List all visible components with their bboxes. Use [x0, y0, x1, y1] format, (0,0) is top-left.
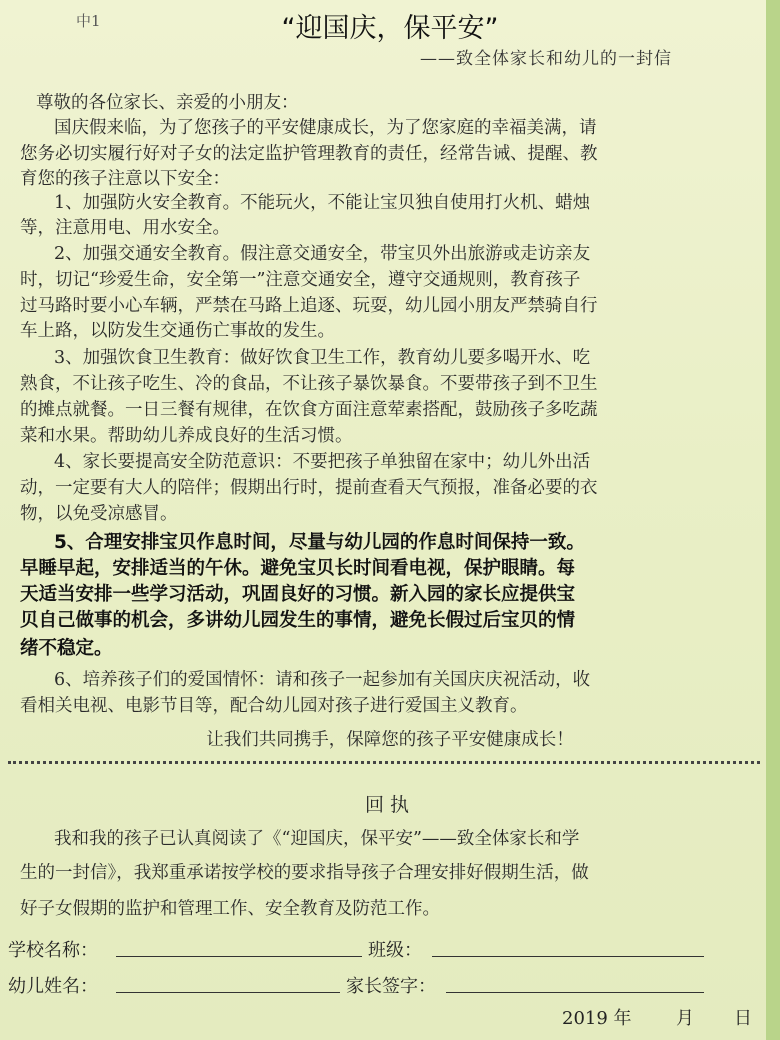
receipt-line-1: 我和我的孩子已认真阅读了《“迎国庆，保平安”——致全体家长和学	[54, 829, 580, 849]
body-line: 早睡早起，安排适当的午休。避免宝贝长时间看电视，保护眼睛。每	[20, 558, 576, 579]
body-line: 等，注意用电、用水安全。	[20, 218, 230, 238]
body-line: 物，以免受凉感冒。	[20, 504, 178, 524]
tear-off-dotted-line	[8, 761, 760, 764]
body-line: 国庆假来临，为了您孩子的平安健康成长，为了您家庭的幸福美满，请	[54, 118, 597, 138]
letter-title: “迎国庆，保平安”	[281, 13, 499, 44]
body-line: 5、合理安排宝贝作息时间，尽量与幼儿园的作息时间保持一致。	[54, 532, 585, 553]
body-line: 2、加强交通安全教育。假注意交通安全，带宝贝外出旅游或走访亲友	[54, 244, 591, 264]
child-name-field[interactable]	[116, 992, 340, 993]
receipt-line-3: 好子女假期的监护和管理工作、安全教育及防范工作。	[20, 899, 440, 919]
date-year: 2019 年	[562, 1008, 632, 1029]
body-line: 过马路时要小心车辆，严禁在马路上追逐、玩耍，幼儿园小朋友严禁骑自行	[20, 296, 598, 316]
body-line: 的摊点就餐。一日三餐有规律，在饮食方面注意荤素搭配，鼓励孩子多吃蔬	[20, 400, 598, 420]
body-line: 熟食，不让孩子吃生、冷的食品，不让孩子暴饮暴食。不要带孩子到不卫生	[20, 374, 598, 394]
body-line: 时，切记“珍爱生命，安全第一”注意交通安全，遵守交通规则，教育孩子	[20, 270, 581, 290]
class-label: 班级：	[368, 940, 422, 961]
body-line: 3、加强饮食卫生教育：做好饮食卫生工作，教育幼儿要多喝开水、吃	[54, 348, 591, 368]
school-name-label: 学校名称：	[8, 940, 98, 961]
body-line: 让我们共同携手，保障您的孩子平安健康成长！	[206, 730, 574, 750]
receipt-heading: 回执	[364, 794, 415, 816]
body-line: 绪不稳定。	[20, 638, 113, 659]
class-field[interactable]	[432, 956, 704, 957]
body-line: 贝自己做事的机会，多讲幼儿园发生的事情，避免长假过后宝贝的情	[20, 610, 576, 631]
school-name-field[interactable]	[116, 956, 362, 957]
letter-subtitle: ——致全体家长和幼儿的一封信	[420, 49, 672, 69]
parent-signature-label: 家长签字：	[346, 976, 436, 997]
date-day: 日	[734, 1008, 752, 1029]
green-background-edge	[766, 0, 780, 1040]
body-line: 天适当安排一些学习活动，巩固良好的习惯。新入园的家长应提供宝	[20, 584, 576, 605]
body-line: 您务必切实履行好对子女的法定监护管理教育的责任，经常告诫、提醒、教	[20, 144, 598, 164]
body-line: 尊敬的各位家长、亲爱的小朋友：	[36, 93, 299, 113]
body-line: 看相关电视、电影节目等，配合幼儿园对孩子进行爱国主义教育。	[20, 696, 528, 716]
body-line: 菜和水果。帮助幼儿养成良好的生活习惯。	[20, 426, 353, 446]
body-line: 车上路，以防发生交通伤亡事故的发生。	[20, 321, 335, 341]
body-line: 4、家长要提高安全防范意识：不要把孩子单独留在家中；幼儿外出活	[54, 452, 591, 472]
body-line: 6、培养孩子们的爱国情怀：请和孩子一起参加有关国庆庆祝活动，收	[54, 670, 591, 690]
body-line: 动，一定要有大人的陪伴；假期出行时，提前查看天气预报，准备必要的衣	[20, 478, 598, 498]
body-line: 育您的孩子注意以下安全：	[20, 169, 230, 189]
child-name-label: 幼儿姓名：	[8, 976, 98, 997]
corner-handwritten-mark: 中1	[76, 12, 101, 30]
body-line: 1、加强防火安全教育。不能玩火，不能让宝贝独自使用打火机、蜡烛	[54, 193, 591, 213]
parent-signature-field[interactable]	[446, 992, 704, 993]
date-month: 月	[676, 1008, 694, 1029]
receipt-line-2: 生的一封信》，我郑重承诺按学校的要求指导孩子合理安排好假期生活，做	[20, 863, 589, 883]
